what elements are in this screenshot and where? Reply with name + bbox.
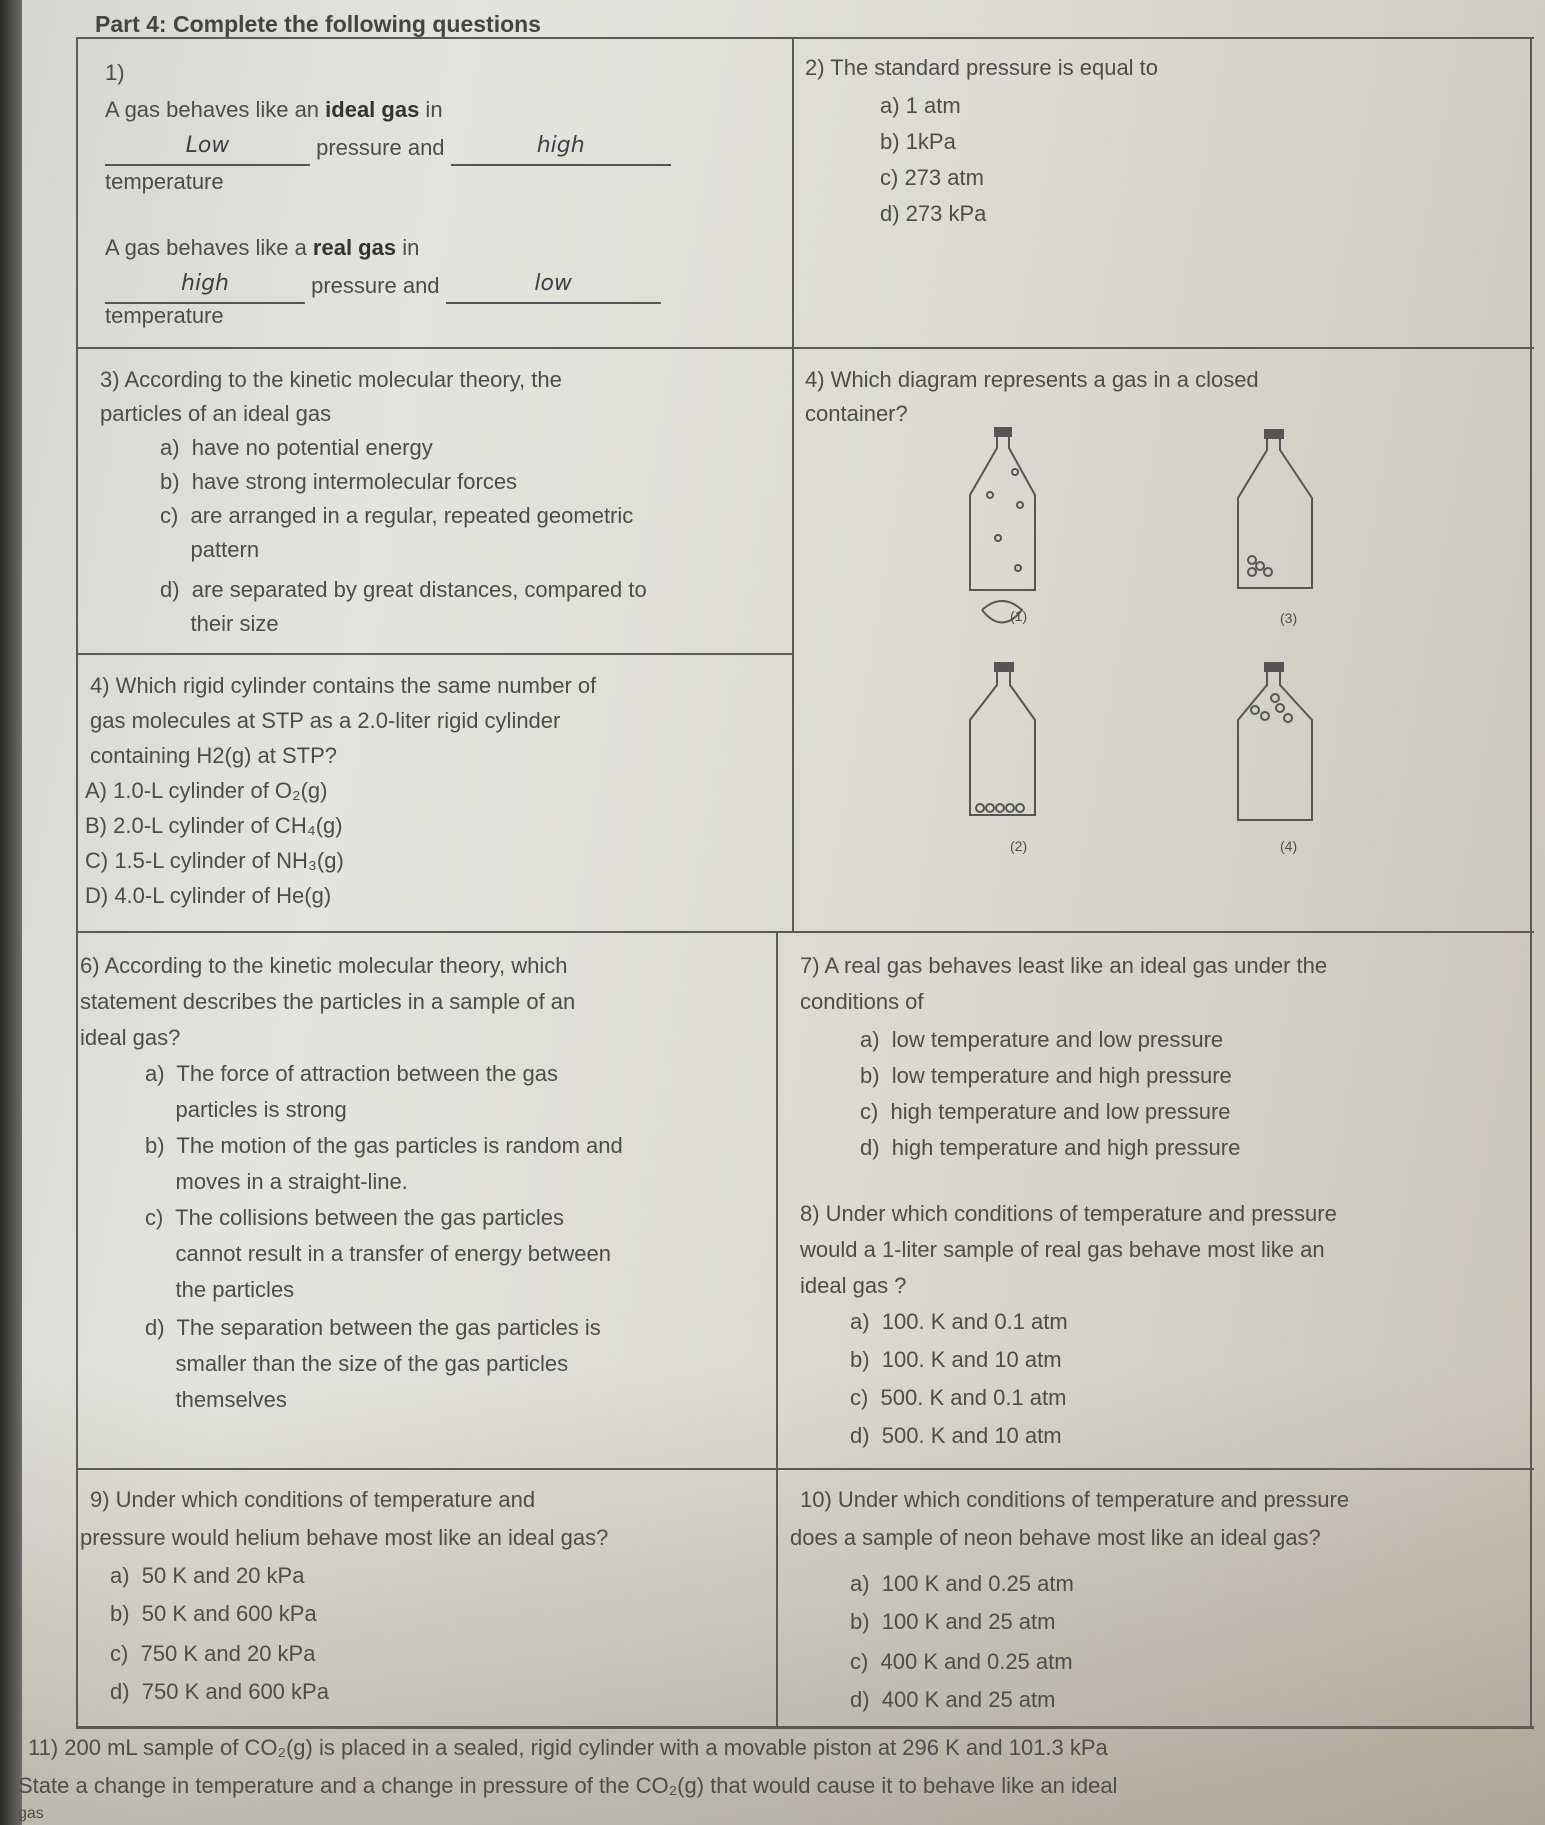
option[interactable]: b) have strong intermolecular forces	[160, 469, 518, 494]
question-stem: gas molecules at STP as a 2.0-liter rigid cylinder	[90, 708, 561, 733]
question-stem: 3) According to the kinetic molecular theory, the	[100, 367, 562, 392]
option[interactable]: c) are arranged in a regular, repeated geometric	[160, 503, 634, 528]
question-stem: containing H2(g) at STP?	[90, 743, 338, 768]
real-gas-sentence	[105, 230, 419, 266]
answer-blank-ideal-temperature[interactable]: high	[451, 128, 671, 166]
option[interactable]: d) 750 K and 600 kPa	[110, 1679, 329, 1704]
text: in	[419, 97, 443, 122]
question-stem: ideal gas ?	[800, 1273, 907, 1298]
option[interactable]: d) 273 kPa	[880, 201, 987, 226]
option[interactable]: a) The force of attraction between the gas	[145, 1061, 558, 1086]
diagram-label[interactable]: (1)	[1010, 608, 1028, 624]
worksheet-title: Part 4: Complete the following questions	[95, 11, 541, 37]
question-stem: would a 1-liter sample of real gas behave most like an	[800, 1237, 1325, 1262]
question-stem: particles of an ideal gas	[100, 401, 332, 426]
text: pressure and	[311, 273, 440, 298]
option: the particles	[145, 1277, 295, 1302]
bottle-3-icon	[1238, 430, 1312, 588]
text: temperature	[105, 303, 224, 328]
diagram-label[interactable]: (3)	[1280, 610, 1298, 626]
option[interactable]: c) 273 atm	[880, 165, 984, 190]
question-stem: 10) Under which conditions of temperature and pressure	[800, 1487, 1350, 1512]
option[interactable]: c) 750 K and 20 kPa	[110, 1641, 316, 1666]
ideal-gas-sentence	[105, 92, 443, 128]
option[interactable]: c) 400 K and 0.25 atm	[850, 1649, 1073, 1674]
diagram-label[interactable]: (2)	[1010, 838, 1028, 854]
bottle-2-icon	[970, 663, 1035, 815]
option[interactable]: d) are separated by great distances, compared to	[160, 577, 647, 602]
option: themselves	[145, 1387, 287, 1412]
option[interactable]: b) 100 K and 25 atm	[850, 1609, 1056, 1634]
diagram-label[interactable]: (4)	[1280, 838, 1298, 854]
question-stem: statement describes the particles in a sample of an	[80, 989, 576, 1014]
bold-term: real gas	[312, 235, 397, 260]
table-border-left	[76, 37, 78, 1727]
question-stem: conditions of	[800, 989, 924, 1014]
text: temperature	[105, 169, 224, 194]
option[interactable]: B) 2.0-L cylinder of CH₄(g)	[85, 813, 343, 838]
column-divider-top	[792, 37, 794, 931]
question-stem: 11) 200 mL sample of CO₂(g) is placed in a sealed, rigid cylinder with a movable piston at 296 K and 101.3 kPa	[28, 1735, 1108, 1760]
table-border-right	[1530, 37, 1532, 1727]
option[interactable]: a) low temperature and low pressure	[860, 1027, 1224, 1052]
question-stem: 6) According to the kinetic molecular theory, which	[80, 953, 568, 978]
question-stem: State a change in temperature and a change in pressure of the CO₂(g) that would cause it to behave like an ideal	[18, 1773, 1118, 1798]
question-stem: 4) Which rigid cylinder contains the same number of	[90, 673, 597, 698]
option: cannot result in a transfer of energy between	[145, 1241, 611, 1266]
option[interactable]: c) 500. K and 0.1 atm	[850, 1385, 1067, 1410]
column-divider-bottom	[776, 931, 778, 1727]
option[interactable]: d) The separation between the gas particles is	[145, 1315, 601, 1340]
option[interactable]: b) low temperature and high pressure	[860, 1063, 1232, 1088]
option[interactable]: c) high temperature and low pressure	[860, 1099, 1231, 1124]
answer-blank-real-pressure[interactable]: high	[105, 266, 305, 304]
option[interactable]: b) 100. K and 10 atm	[850, 1347, 1062, 1372]
option[interactable]: a) 50 K and 20 kPa	[110, 1563, 305, 1588]
answer-blank-real-temperature[interactable]: low	[446, 266, 661, 304]
table-border-bottom	[76, 1726, 1534, 1729]
text: in	[396, 235, 420, 260]
question-stem: 9) Under which conditions of temperature and	[90, 1487, 536, 1512]
option[interactable]: b) The motion of the gas particles is random and	[145, 1133, 623, 1158]
row-divider	[76, 653, 792, 655]
option[interactable]: D) 4.0-L cylinder of He(g)	[85, 883, 332, 908]
option: smaller than the size of the gas particles	[145, 1351, 569, 1376]
question-stem: container?	[805, 401, 908, 426]
text: A gas behaves like a	[105, 235, 313, 260]
option[interactable]: a) 1 atm	[880, 93, 961, 118]
question-stem: 4) Which diagram represents a gas in a closed	[805, 367, 1259, 392]
question-stem: pressure would helium behave most like an ideal gas?	[80, 1525, 609, 1550]
text: pressure and	[316, 135, 445, 160]
option[interactable]: a) have no potential energy	[160, 435, 433, 460]
question-stem: 8) Under which conditions of temperature and pressure	[800, 1201, 1337, 1226]
option[interactable]: C) 1.5-L cylinder of NH₃(g)	[85, 848, 344, 873]
option[interactable]: b) 1kPa	[880, 129, 956, 154]
question-stem: 7) A real gas behaves least like an ideal gas under the	[800, 953, 1328, 978]
option[interactable]: A) 1.0-L cylinder of O₂(g)	[85, 778, 328, 803]
option: pattern	[160, 537, 260, 562]
question-stem: gas	[18, 1805, 44, 1822]
question-stem: ideal gas?	[80, 1025, 181, 1050]
option: their size	[160, 611, 279, 636]
option[interactable]: d) 500. K and 10 atm	[850, 1423, 1062, 1448]
option: particles is strong	[145, 1097, 347, 1122]
bottle-1-icon	[970, 428, 1035, 623]
option[interactable]: d) 400 K and 25 atm	[850, 1687, 1056, 1712]
row-divider	[76, 931, 1534, 933]
page-edge-shadow	[0, 0, 22, 1825]
option[interactable]: b) 50 K and 600 kPa	[110, 1601, 317, 1626]
bold-term: ideal gas	[325, 97, 420, 122]
option[interactable]: a) 100 K and 0.25 atm	[850, 1571, 1074, 1596]
row-divider	[76, 1468, 1534, 1470]
question-stem: 2) The standard pressure is equal to	[805, 55, 1159, 80]
option[interactable]: a) 100. K and 0.1 atm	[850, 1309, 1068, 1334]
option: moves in a straight-line.	[145, 1169, 408, 1194]
text: A gas behaves like an	[105, 97, 326, 122]
question-number: 1)	[105, 60, 125, 85]
answer-blank-ideal-pressure[interactable]: Low	[105, 128, 310, 166]
bottle-4-icon	[1238, 663, 1312, 820]
option[interactable]: d) high temperature and high pressure	[860, 1135, 1241, 1160]
option[interactable]: c) The collisions between the gas particles	[145, 1205, 565, 1230]
question-stem: does a sample of neon behave most like an ideal gas?	[790, 1525, 1321, 1550]
row-divider	[76, 347, 1534, 349]
